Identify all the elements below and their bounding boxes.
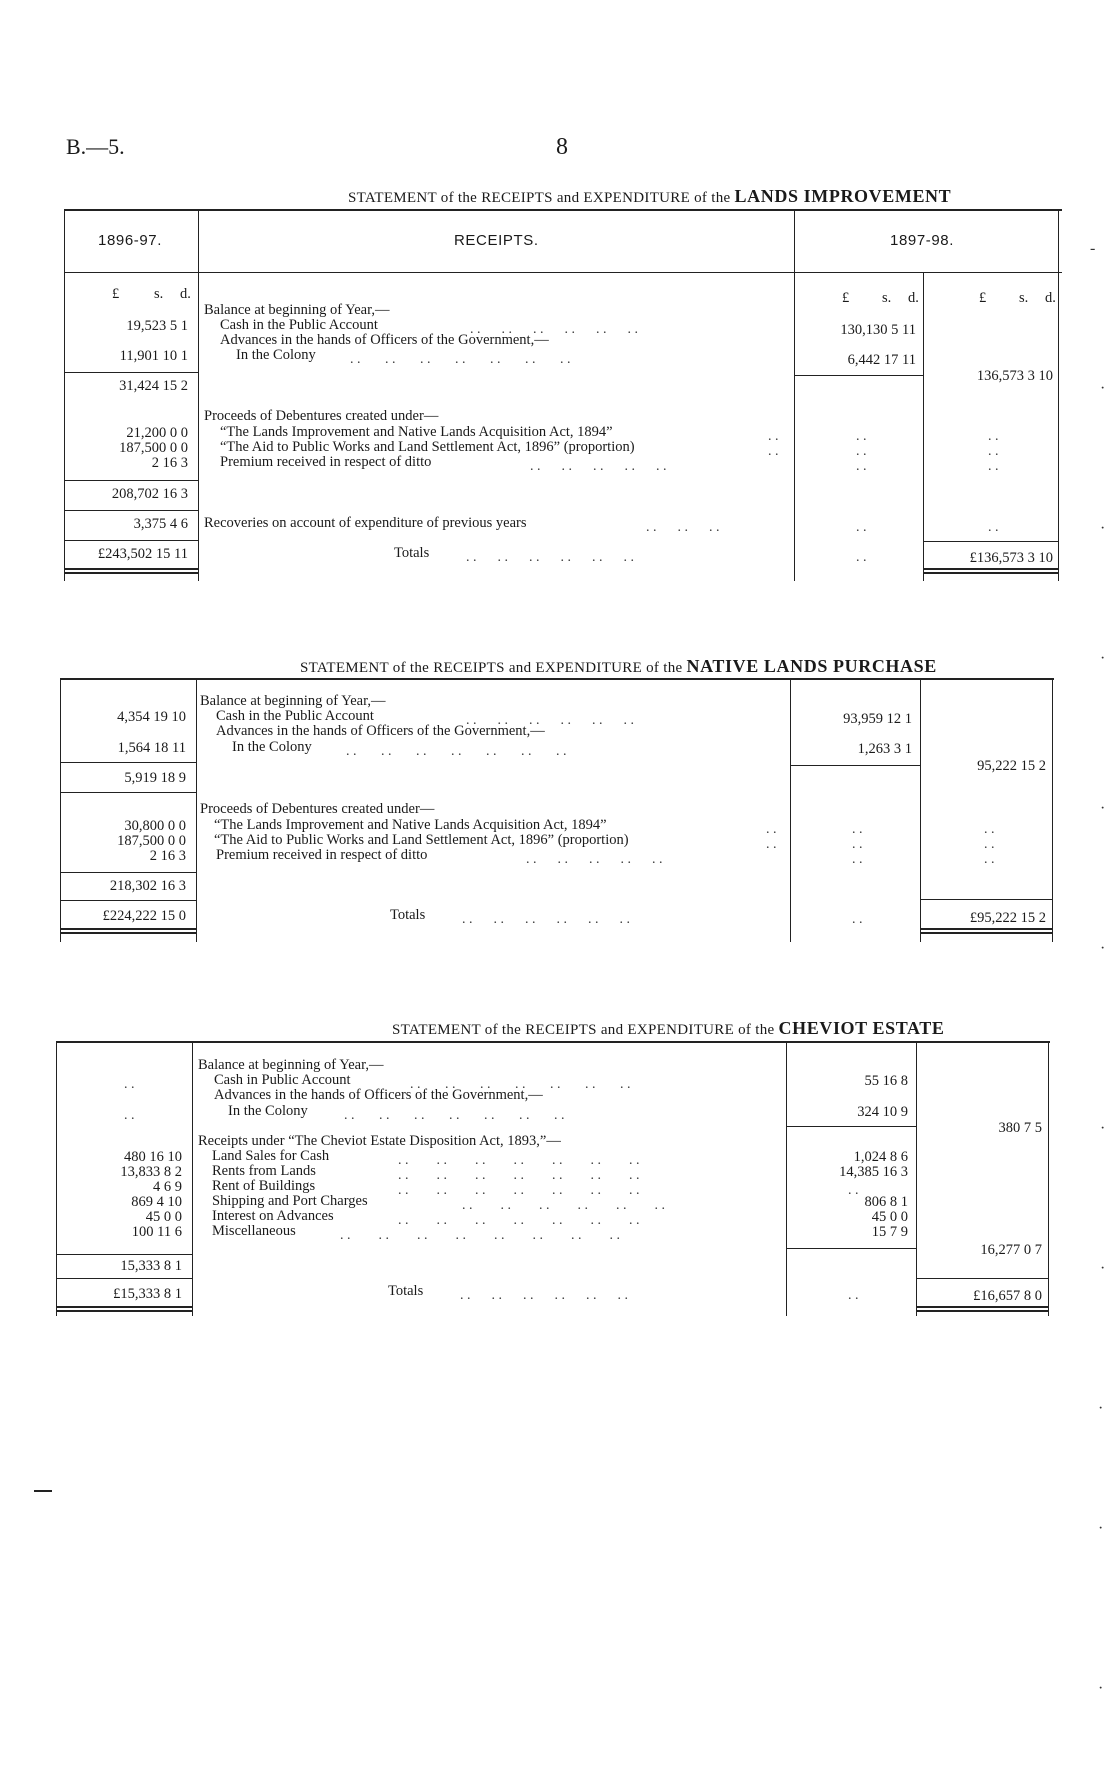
table1-leader-dots: . . xyxy=(768,444,779,459)
table3-right-total: £16,657 8 0 xyxy=(973,1288,1042,1304)
table1-right-dots: . . xyxy=(988,459,999,474)
table1-balance-heading: Balance at beginning of Year,— xyxy=(204,302,390,318)
table2-cash-label: Cash in the Public Account xyxy=(216,708,374,724)
table2-colony-label: In the Colony xyxy=(232,739,312,755)
table2-advances-label: Advances in the hands of Officers of the Government,— xyxy=(216,723,545,739)
table1-act1-label: “The Lands Improvement and Native Lands Acquisition Act, 1894” xyxy=(220,424,613,440)
table2-mid-dots: . . xyxy=(852,912,863,927)
table3-leader-dots: . . . . . . . . . . . . . . xyxy=(398,1213,640,1228)
table3-colony-label: In the Colony xyxy=(228,1103,308,1119)
table1-right-dots: . . xyxy=(988,444,999,459)
table2-left-total: £224,222 15 0 xyxy=(102,908,186,924)
table3-misc-label: Miscellaneous xyxy=(212,1223,296,1239)
table1-left-shillings: s. xyxy=(154,286,164,302)
table2-right-total: £95,222 15 2 xyxy=(969,910,1046,926)
table3-mid-dots: . . xyxy=(848,1288,859,1303)
table1-leader-dots: . . xyxy=(768,429,779,444)
table3-leader-dots: . . . . . . . . . . . . . . xyxy=(398,1183,640,1198)
table1-right-dots: . . xyxy=(988,520,999,535)
table1-leader-dots: . . . . . . xyxy=(646,520,720,535)
table2-leader-dots: . . xyxy=(766,822,777,837)
table3-leader-dots: . . . . . . . . . . . . . . xyxy=(344,1108,565,1123)
table1-act2-label: “The Aid to Public Works and Land Settlement Act, 1896” (proportion) xyxy=(220,439,635,455)
table3-mid-misc: 15 7 9 xyxy=(871,1224,908,1240)
table2-left-subtotal1: 5,919 18 9 xyxy=(124,770,186,786)
table3-leader-dots: . . . . . . . . . . . . . . xyxy=(398,1153,640,1168)
table3-left-dots: . . xyxy=(124,1108,135,1123)
table2-balance-heading: Balance at beginning of Year,— xyxy=(200,693,386,709)
table3-left-land-sales: 480 16 10 xyxy=(124,1149,182,1165)
table1-title-bold: LANDS IMPROVEMENT xyxy=(734,186,952,206)
table2-right-balance: 95,222 15 2 xyxy=(977,758,1046,774)
table3-left-subtotal: 15,333 8 1 xyxy=(120,1258,182,1274)
table3-land-sales-label: Land Sales for Cash xyxy=(212,1148,330,1164)
table2-leader-dots: . . xyxy=(766,837,777,852)
table1-right-pence: d. xyxy=(1045,290,1056,306)
table2-leader-dots: . . . . . . . . . . . . . . xyxy=(346,744,567,759)
table2-premium-label: Premium received in respect of ditto xyxy=(216,847,428,863)
table1-left-subtotal2: 208,702 16 3 xyxy=(111,486,188,502)
table2-left-cash: 4,354 19 10 xyxy=(117,709,186,725)
table2-title-bold: NATIVE LANDS PURCHASE xyxy=(686,656,937,676)
table3-mid-shipping: 806 8 1 xyxy=(864,1194,908,1210)
table2-mid-colony: 1,263 3 1 xyxy=(857,741,912,757)
table3-mid-cash: 55 16 8 xyxy=(864,1073,908,1089)
table2-left-colony: 1,564 18 11 xyxy=(117,740,186,756)
table1-right-total: £136,573 3 10 xyxy=(969,550,1053,566)
table2-left-act1: 30,800 0 0 xyxy=(124,818,186,834)
table1-mid-dots: . . xyxy=(856,459,867,474)
table1-right-shillings: s. xyxy=(1019,290,1029,306)
table2-mid-dots: . . xyxy=(852,852,863,867)
table1-left-subtotal1: 31,424 15 2 xyxy=(119,378,188,394)
table2-leader-dots: . . . . . . . . . . . . xyxy=(466,713,634,728)
table3-mid-land-sales: 1,024 8 6 xyxy=(853,1149,908,1165)
table3-title-prefix: STATEMENT of the RECEIPTS and EXPENDITURE of the xyxy=(392,1022,775,1038)
page-number: 8 xyxy=(556,134,568,160)
table1-left-total: £243,502 15 11 xyxy=(97,546,188,562)
table2-leader-dots: . . . . . . . . . . . . xyxy=(462,912,630,927)
table1-mid-dots: . . xyxy=(856,520,867,535)
table2-mid-dots: . . xyxy=(852,822,863,837)
table2-left-premium: 2 16 3 xyxy=(149,848,186,864)
table3-buildings-label: Rent of Buildings xyxy=(212,1178,316,1194)
table1-mid-pence: d. xyxy=(908,290,919,306)
table3-title-bold: CHEVIOT ESTATE xyxy=(778,1018,945,1038)
table2-right-dots: . . xyxy=(984,822,995,837)
table3-advances-label: Advances in the hands of Officers of the Government,— xyxy=(214,1087,543,1103)
table3-balance-heading: Balance at beginning of Year,— xyxy=(198,1057,384,1073)
table2-right-dots: . . xyxy=(984,852,995,867)
table3-mid-interest: 45 0 0 xyxy=(871,1209,908,1225)
table1-mid-dots: . . xyxy=(856,429,867,444)
table1-left-pence: d. xyxy=(180,286,191,302)
table1-left-pound: £ xyxy=(112,286,120,302)
table3-left-dots: . . xyxy=(124,1077,135,1092)
table1-colony-label: In the Colony xyxy=(236,347,316,363)
table2-proceeds-heading: Proceeds of Debentures created under— xyxy=(200,801,435,817)
table2-left-act2: 187,500 0 0 xyxy=(117,833,186,849)
table2-left-subtotal2: 218,302 16 3 xyxy=(109,878,186,894)
table3-left-buildings: 4 6 9 xyxy=(153,1179,182,1195)
table3-mid-colony: 324 10 9 xyxy=(857,1104,908,1120)
table3-mid-dots: . . xyxy=(848,1183,859,1198)
table1-left-recoveries: 3,375 4 6 xyxy=(133,516,188,532)
table3-leader-dots: . . . . . . . . . . . . . . . . xyxy=(340,1228,620,1243)
table2-act2-label: “The Aid to Public Works and Land Settlement Act, 1896” (proportion) xyxy=(214,832,629,848)
table2-title-prefix: STATEMENT of the RECEIPTS and EXPENDITURE of the xyxy=(300,660,683,676)
table1-right-pound: £ xyxy=(979,290,987,306)
table3-leader-dots: . . . . . . . . . . . . xyxy=(462,1198,665,1213)
table2-title xyxy=(300,656,937,677)
table1-leader-dots: . . . . . . . . . . . . xyxy=(470,322,638,337)
table1-mid-dots: . . xyxy=(856,444,867,459)
table2-mid-cash: 93,959 12 1 xyxy=(843,711,912,727)
table3-left-shipping: 869 4 10 xyxy=(131,1194,182,1210)
table1-col-left-year: 1896-97. xyxy=(98,232,163,249)
table3-mid-rents: 14,385 16 3 xyxy=(839,1164,908,1180)
table3-leader-dots: . . . . . . . . . . . . . . xyxy=(398,1168,640,1183)
table1-right-balance: 136,573 3 10 xyxy=(976,368,1053,384)
table2-act1-label: “The Lands Improvement and Native Lands Acquisition Act, 1894” xyxy=(214,817,607,833)
table1-totals-label: Totals xyxy=(394,545,430,561)
table1-leader-dots: . . . . . . . . . . . . xyxy=(466,550,634,565)
table3-leader-dots: . . . . . . . . . . . . xyxy=(460,1288,628,1303)
table3-receipts-heading: Receipts under “The Cheviot Estate Disposition Act, 1893,”— xyxy=(198,1133,561,1149)
table1-left-act1: 21,200 0 0 xyxy=(126,425,188,441)
table3-rents-label: Rents from Lands xyxy=(212,1163,316,1179)
table2-leader-dots: . . . . . . . . . . xyxy=(526,852,663,867)
table1-recoveries-label: Recoveries on account of expenditure of previous years xyxy=(204,515,527,531)
table3-cash-label: Cash in Public Account xyxy=(214,1072,351,1088)
table1-premium-label: Premium received in respect of ditto xyxy=(220,454,432,470)
table1-mid-shillings: s. xyxy=(882,290,892,306)
table3-interest-label: Interest on Advances xyxy=(212,1208,334,1224)
table1-mid-dots: . . xyxy=(856,550,867,565)
table1-col-right-year: 1897-98. xyxy=(890,232,955,249)
table1-mid-pound: £ xyxy=(842,290,850,306)
table1-left-cash: 19,523 5 1 xyxy=(126,318,188,334)
table3-left-interest: 45 0 0 xyxy=(145,1209,182,1225)
table2-right-dots: . . xyxy=(984,837,995,852)
table3-left-rents: 13,833 8 2 xyxy=(120,1164,182,1180)
table2-totals-label: Totals xyxy=(390,907,426,923)
table1-cash-label: Cash in the Public Account xyxy=(220,317,378,333)
table1-leader-dots: . . . . . . . . . . xyxy=(530,459,667,474)
table3-leader-dots: . . . . . . . . . . . . . . xyxy=(410,1077,631,1092)
table1-title-prefix: STATEMENT of the RECEIPTS and EXPENDITURE of the xyxy=(348,190,731,206)
table1-col-receipts: RECEIPTS. xyxy=(454,232,539,249)
table1-left-premium: 2 16 3 xyxy=(151,455,188,471)
table3-title xyxy=(392,1018,945,1039)
table2-mid-dots: . . xyxy=(852,837,863,852)
table1-mid-cash: 130,130 5 11 xyxy=(840,322,916,338)
page-code: B.—5. xyxy=(66,134,125,159)
table1-left-act2: 187,500 0 0 xyxy=(119,440,188,456)
table3-right-receipts: 16,277 0 7 xyxy=(980,1242,1042,1258)
table3-right-balance: 380 7 5 xyxy=(998,1120,1042,1136)
table1-right-dots: . . xyxy=(988,429,999,444)
table1-leader-dots: . . . . . . . . . . . . . . xyxy=(350,352,571,367)
table1-left-colony: 11,901 10 1 xyxy=(119,348,188,364)
table3-left-total: £15,333 8 1 xyxy=(113,1286,182,1302)
table3-left-misc: 100 11 6 xyxy=(131,1224,182,1240)
table3-totals-label: Totals xyxy=(388,1283,424,1299)
table1-title xyxy=(348,186,951,207)
table1-advances-label: Advances in the hands of Officers of the Government,— xyxy=(220,332,549,348)
table3-shipping-label: Shipping and Port Charges xyxy=(212,1193,368,1209)
table1-mid-colony: 6,442 17 11 xyxy=(847,352,916,368)
table1-proceeds-heading: Proceeds of Debentures created under— xyxy=(204,408,439,424)
